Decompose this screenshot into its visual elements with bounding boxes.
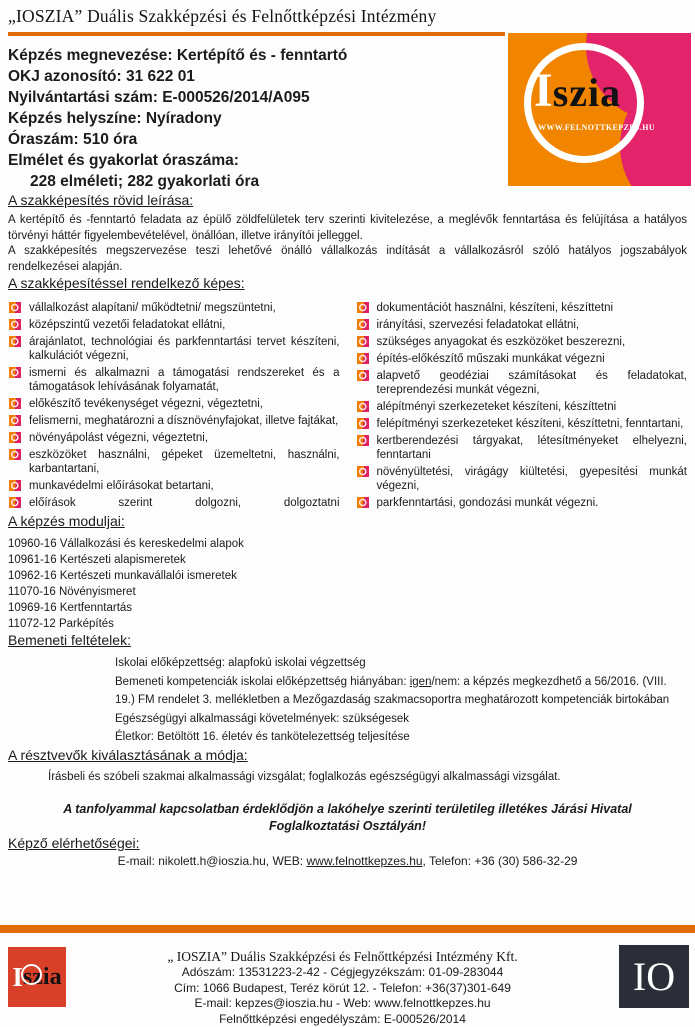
ioszia-bullet-icon — [9, 367, 21, 378]
capability-text: eszközöket használni, gépeket üzemeltetni, használni, karbantartani, — [29, 449, 340, 475]
capability-item — [356, 434, 688, 462]
entry-competencies-prefix: Bemeneti kompetenciák iskolai előképzettség hiányában: — [115, 676, 410, 688]
capability-item — [356, 369, 688, 397]
footer-company-info — [66, 947, 619, 1027]
ioszia-bullet-icon — [357, 418, 369, 429]
okj-id: OKJ azonosító: 31 622 01 — [8, 66, 513, 87]
capability-item — [8, 335, 340, 363]
contact-email: E-mail: nikolett.h@ioszia.hu, WEB: — [118, 854, 307, 868]
capability-text: ismerni és alkalmazni a támogatási rendszereket és a támogatások lehívásának folyamatát, — [29, 367, 340, 393]
footer-address: Cím: 1066 Budapest, Teréz körút 12. - Telefon: +36(37)301-649 — [66, 981, 619, 997]
capability-item — [356, 335, 688, 349]
footer-ioszia-logo — [8, 947, 66, 1007]
capability-item — [8, 496, 340, 510]
page-footer — [0, 925, 695, 1024]
capability-item — [356, 301, 688, 315]
footer-license-number: Felnőttképzési engedélyszám: E-000526/2014 — [66, 1012, 619, 1027]
section-heading-selection: A résztvevők kiválasztásának a módja: — [8, 747, 687, 763]
module-item: 10960-16 Vállalkozási és kereskedelmi alapok — [8, 536, 687, 552]
footer-io-logo: IO — [619, 945, 689, 1008]
ioszia-bullet-icon — [357, 319, 369, 330]
capability-text: előkészítő tevékenységet végezni, végeztetni, — [29, 398, 263, 410]
capability-text: növényápolást végezni, végeztetni, — [29, 432, 208, 444]
section-heading-entry: Bemeneti feltételek: — [8, 632, 687, 648]
capability-text: alépítményi szerkezeteket készíteni, készíttetni — [377, 401, 617, 413]
capability-item — [8, 366, 340, 394]
capability-item — [356, 417, 688, 431]
capability-text: felépítményi szerkezeteket készíteni, készíttetni, fenntartani, — [377, 418, 684, 430]
module-item: 11072-12 Parképítés — [8, 616, 687, 632]
capability-item — [356, 400, 688, 414]
capability-item — [8, 301, 340, 315]
ioszia-bullet-icon — [357, 435, 369, 446]
contact-info — [8, 854, 687, 868]
module-item: 10962-16 Kertészeti munkavállalói ismeretek — [8, 568, 687, 584]
entry-requirements — [115, 654, 680, 747]
logo-wordmark — [534, 63, 621, 118]
ioszia-bullet-icon — [9, 497, 21, 508]
capability-text: építés-előkészítő műszaki munkákat végezni — [377, 353, 605, 365]
entry-age: Életkor: Betöltött 16. életév és tankötelezettség teljesítése — [115, 728, 680, 747]
capability-item — [356, 496, 688, 510]
registry-number: Nyilvántartási szám: E-000526/2014/A095 — [8, 87, 513, 108]
section-heading-modules: A képzés moduljai: — [8, 513, 687, 529]
ioszia-bullet-icon — [9, 432, 21, 443]
logo-letter-i: I — [534, 63, 553, 118]
module-item: 10961-16 Kertészeti alapismeretek — [8, 552, 687, 568]
capability-text: középszintű vezetői feladatokat ellátni, — [29, 319, 225, 331]
page-title: „IOSZIA” Duális Szakképzési és Felnőttképzési Intézmény — [8, 6, 687, 27]
capabilities-columns — [8, 301, 687, 513]
section-heading-capabilities: A szakképesítéssel rendelkező képes: — [8, 275, 687, 291]
entry-health: Egészségügyi alkalmassági követelmények: szükségesek — [115, 710, 680, 729]
ioszia-bullet-icon — [9, 449, 21, 460]
ioszia-bullet-icon — [9, 415, 21, 426]
ioszia-bullet-icon — [357, 353, 369, 364]
entry-school-level: Iskolai előképzettség: alapfokú iskolai végzettség — [115, 654, 680, 673]
footer-logo-letter-i: I — [12, 962, 23, 993]
entry-competencies — [115, 673, 680, 710]
capability-text: szükséges anyagokat és eszközöket beszerezni, — [377, 336, 626, 348]
capability-item — [356, 318, 688, 332]
section-heading-contact: Képző elérhetőségei: — [8, 835, 687, 851]
ioszia-bullet-icon — [357, 302, 369, 313]
capability-item — [356, 465, 688, 493]
footer-logo-ring-icon — [21, 964, 42, 985]
capability-text: növényültetési, virágágy kiültetési, gyepesítési munkát végezni, — [377, 466, 688, 492]
ioszia-bullet-icon — [357, 466, 369, 477]
ioszia-bullet-icon — [357, 370, 369, 381]
capability-text: munkavédelmi előírásokat betartani, — [29, 480, 214, 492]
ioszia-bullet-icon — [9, 398, 21, 409]
description-paragraph-2: A szakképesítés megszervezése teszi lehetővé önálló vállalkozás indítását a vállalkozásról szóló hatályos jogszabályok rendelkezései alapján. — [8, 244, 687, 275]
contact-website-link[interactable]: www.felnottkepzes.hu — [306, 854, 422, 868]
entry-igen-option: igen — [410, 676, 432, 688]
capabilities-left-column — [8, 301, 340, 513]
capability-item — [8, 318, 340, 332]
capability-text: alapvető geodéziai számításokat és feladatokat, tereprendezési munkát végezni, — [377, 370, 688, 396]
capability-item — [8, 431, 340, 445]
selection-method-text: Írásbeli és szóbeli szakmai alkalmassági vizsgálat; foglalkozás egészségügyi alkalmassági vizsgálat. — [48, 771, 687, 783]
course-hours: Óraszám: 510 óra — [8, 129, 513, 150]
contact-phone: , Telefon: +36 (30) 586-32-29 — [423, 854, 578, 868]
description-paragraph-1: A kertépítő és -fenntartó feladata az épülő zöldfelületek terv szerinti kivitelezése, a meglévők fenntartása és felújítása a hatályos törvényi háttér figyelembevételével, önállóan, illetve irányítói jelleggel. — [8, 213, 687, 244]
logo-url-text: WWW.FELNOTTKEPZES.HU — [538, 123, 655, 132]
course-notice: A tanfolyammal kapcsolatban érdeklődjön a lakóhelye szerinti területileg illetékes Járási Hivatal Foglalkoztatási Osztályán! — [34, 801, 661, 835]
theory-practice-label: Elmélet és gyakorlat óraszáma: — [8, 150, 513, 171]
footer-tax-number: Adószám: 13531223-2-42 - Cégjegyzékszám: 01-09-283044 — [66, 965, 619, 981]
capability-text: irányítási, szervezési feladatokat ellátni, — [377, 319, 580, 331]
capability-text: dokumentációt használni, készíteni, készíttetni — [377, 302, 614, 314]
ioszia-bullet-icon — [9, 480, 21, 491]
capability-text: vállalkozást alapítani/ működtetni/ megszüntetni, — [29, 302, 276, 314]
module-item: 11070-16 Növényismeret — [8, 584, 687, 600]
modules-list — [8, 536, 687, 632]
course-location: Képzés helyszíne: Nyíradony — [8, 108, 513, 129]
theory-practice-hours: 228 elméleti; 282 gyakorlati óra — [8, 171, 513, 192]
ioszia-bullet-icon — [9, 336, 21, 347]
footer-email-web: E-mail: kepzes@ioszia.hu - Web: www.felnottkepzes.hu — [66, 996, 619, 1012]
logo-letters-szia: szia — [553, 69, 621, 116]
capability-text: kertberendezési tárgyakat, létesítményeket elhelyezni, fenntartani — [377, 435, 688, 461]
capability-item — [8, 479, 340, 493]
capability-text: árajánlatot, technológiai és parkfenntartási tervet készíteni, kalkulációt végezni, — [29, 336, 340, 362]
entry-competencies-rest: /nem: a képzés megkezdhető a 56/2016. (VIII. 19.) FM rendelet 3. mellékletben a Mezőgazdaság szakmacsoportra meghatározott kompetenciák birtokában — [115, 676, 669, 707]
ioszia-bullet-icon — [9, 302, 21, 313]
capability-item — [8, 397, 340, 411]
capability-text: felismerni, meghatározni a dísznövényfajokat, illetve fajtákat, — [29, 415, 338, 427]
ioszia-logo — [508, 33, 691, 186]
capability-text: parkfenntartási, gondozási munkát végezni. — [377, 497, 599, 509]
course-info-block — [8, 45, 513, 192]
capability-text: előírások szerint dolgozni, dolgoztatni — [29, 497, 340, 509]
capability-item — [8, 448, 340, 476]
section-heading-description: A szakképesítés rövid leírása: — [8, 192, 687, 208]
capability-item — [8, 414, 340, 428]
module-item: 10969-16 Kertfenntartás — [8, 600, 687, 616]
footer-company-name: „ IOSZIA” Duális Szakképzési és Felnőttképzési Intézmény Kft. — [66, 948, 619, 965]
ioszia-bullet-icon — [9, 319, 21, 330]
course-name: Képzés megnevezése: Kertépítő és - fenntartó — [8, 45, 513, 66]
ioszia-bullet-icon — [357, 336, 369, 347]
ioszia-bullet-icon — [357, 497, 369, 508]
footer-divider — [0, 925, 695, 933]
capabilities-right-column — [356, 301, 688, 513]
title-divider — [8, 32, 505, 36]
ioszia-bullet-icon — [357, 401, 369, 412]
capability-item — [356, 352, 688, 366]
footer-logo-letters-szia: szia — [23, 964, 62, 991]
